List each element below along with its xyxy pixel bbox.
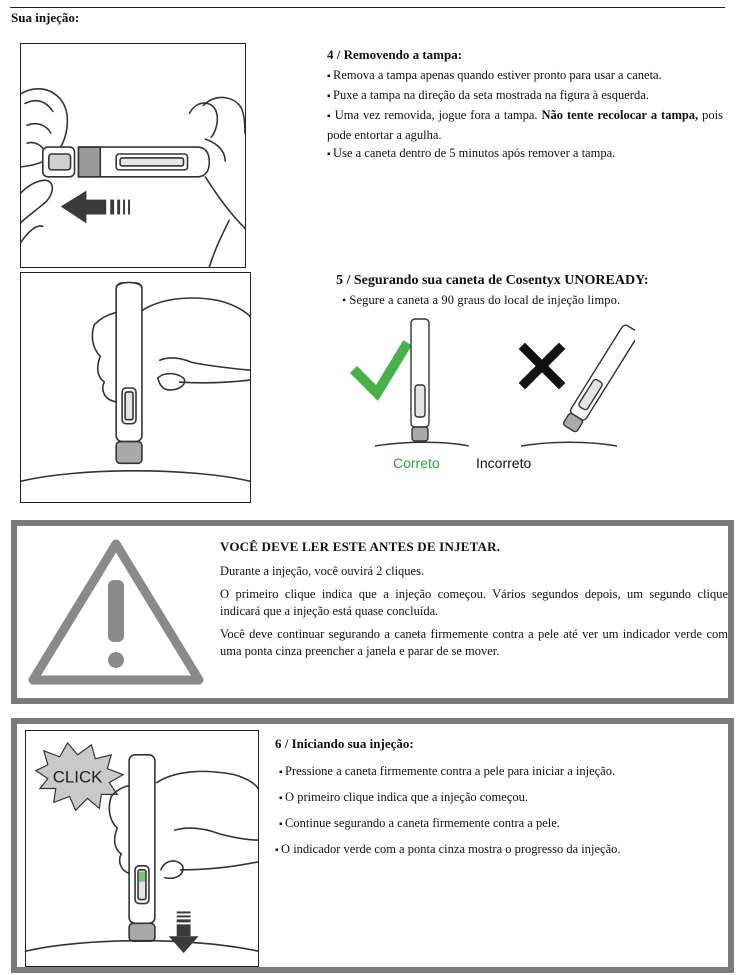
hold-pen-drawing [21,273,250,502]
step6-box [11,718,734,973]
step5-instructions [336,273,728,309]
incorrect-label: Incorreto [476,455,532,471]
step6-bullet-1: ▪ Pressione a caneta firmemente contra a pele para iniciar a injeção. [275,762,715,782]
top-rule [10,7,725,8]
step4-bullet-1: ▪ Remova a tampa apenas quando estiver pronto para usar a caneta. [327,66,723,86]
warning-paragraph-3: Você deve continuar segurando a caneta firmemente contra a pele até ver um indicador verde com uma ponta cinza preencher a janela e parar de se mover. [220,627,728,658]
correct-pen [411,319,429,441]
warning-box [11,520,734,704]
remove-cap-drawing [21,44,245,267]
warning-paragraph-1: Durante a injeção, você ouvirá 2 cliques. [220,564,425,578]
page-title: Sua injeção: [11,10,80,25]
step4-instructions [327,47,723,164]
warning-title: VOCÊ DEVE LER ESTE ANTES DE INJETAR. [220,539,501,554]
step5-title: 5 / Segurando sua caneta de Cosentyx UNOREADY: [336,273,649,288]
start-injection-illustration [25,730,259,967]
warning-icon [27,538,205,686]
step4-bullet-3-text-b: pois pode entortar a agulha. [327,108,723,142]
incorrect-skin-line [521,442,617,446]
step6-bullet-3: ▪ Continue segurando a caneta firmemente contra a pele. [275,814,715,834]
warning-text [220,539,728,666]
step6-title: 6 / Iniciando sua injeção: [275,736,414,751]
correct-label: Correto [393,455,440,471]
step4-title: 4 / Removendo a tampa: [327,47,463,62]
step6-bullet-4: ▪ O indicador verde com a ponta cinza mostra o progresso da injeção. [275,840,715,860]
correct-skin-line [375,442,469,446]
step6-instructions [275,736,715,866]
start-injection-drawing [26,731,258,966]
step6-bullet-2: ▪ O primeiro clique indica que a injeção começou. [275,788,715,808]
step5-bullet: • Segure a caneta a 90 graus do local de injeção limpo. [336,291,728,309]
step4-bullet-3-bold: Não tente recolocar a tampa, [541,108,699,122]
step4-bullet-4: ▪ Use a caneta dentro de 5 minutos após remover a tampa. [327,144,723,164]
step4-bullet-3-text-a: Uma vez removida, jogue fora a tampa. [334,108,538,122]
step4-bullet-3 [327,106,723,144]
angle-comparison-figure [345,315,635,455]
incorrect-pen [562,324,635,434]
remove-cap-illustration [20,43,246,268]
warning-paragraph-2: O primeiro clique indica que a injeção começou. Vários segundos depois, um segundo clique indicará que a injeção está quase concluída. [220,587,728,618]
check-icon [357,347,405,393]
step4-bullet-2: ▪ Puxe a tampa na direção da seta mostrada na figura à esquerda. [327,86,723,106]
click-label: CLICK [52,767,103,787]
hold-pen-illustration [20,272,251,503]
cross-icon [525,349,559,383]
